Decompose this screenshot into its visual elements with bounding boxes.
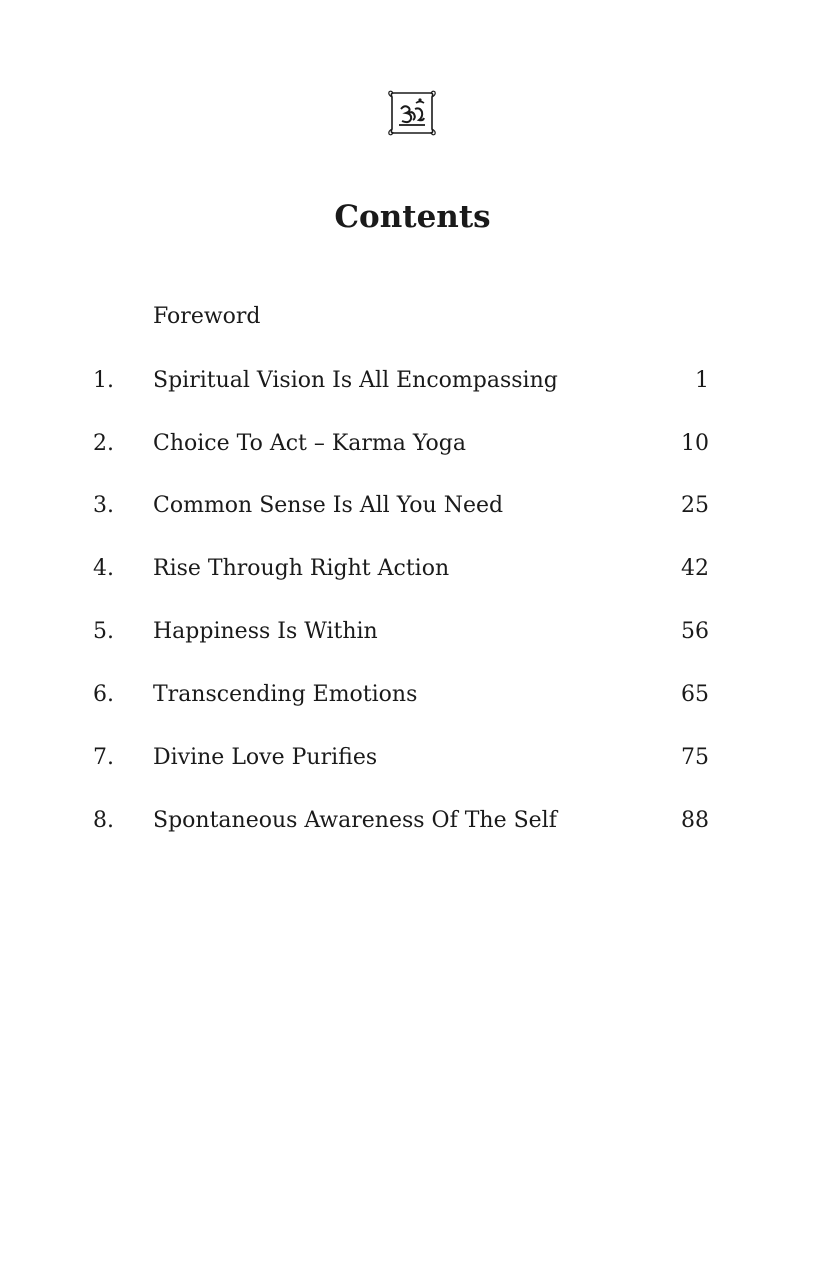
toc-entry-title: Common Sense Is All You Need [153, 493, 504, 518]
toc-page-number: 42 [681, 556, 709, 581]
toc-entry-title: Divine Love Purifies [153, 745, 378, 770]
toc-chapter-number: 7. [93, 745, 114, 770]
toc-chapter-number: 6. [93, 682, 114, 707]
om-ornament [386, 89, 438, 137]
toc-page-number: 10 [681, 431, 709, 456]
toc-entry-title: Transcending Emotions [153, 682, 418, 707]
toc-entry-title: Spiritual Vision Is All Encompassing [153, 368, 558, 393]
toc-chapter-number: 4. [93, 556, 114, 581]
toc-entry-title: Spontaneous Awareness Of The Self [153, 808, 557, 833]
toc-chapter-number: 3. [93, 493, 114, 518]
toc-page-number: 88 [681, 808, 709, 833]
toc-chapter-row [0, 678, 825, 712]
toc-page-number: 75 [681, 745, 709, 770]
toc-chapter-row [0, 489, 825, 523]
page-title: Contents [334, 199, 491, 235]
om-symbol-icon [386, 89, 438, 137]
toc-chapter-row [0, 741, 825, 775]
toc-chapter-number: 5. [93, 619, 114, 644]
toc-page-number: 25 [681, 493, 709, 518]
toc-chapter-row [0, 615, 825, 649]
toc-chapter-number: 2. [93, 431, 114, 456]
toc-chapter-row [0, 427, 825, 461]
toc-chapter-row [0, 804, 825, 838]
toc-chapter-number: 8. [93, 808, 114, 833]
toc-page-number: 65 [681, 682, 709, 707]
toc-entry-title: Foreword [153, 304, 261, 329]
toc-foreword-row [0, 300, 825, 334]
toc-chapter-row [0, 364, 825, 398]
toc-chapter-row [0, 552, 825, 586]
toc-entry-title: Rise Through Right Action [153, 556, 450, 581]
toc-entry-title: Happiness Is Within [153, 619, 378, 644]
toc-page-number: 56 [681, 619, 709, 644]
toc-page-number: 1 [695, 368, 709, 393]
toc-chapter-number: 1. [93, 368, 114, 393]
toc-entry-title: Choice To Act – Karma Yoga [153, 431, 466, 456]
